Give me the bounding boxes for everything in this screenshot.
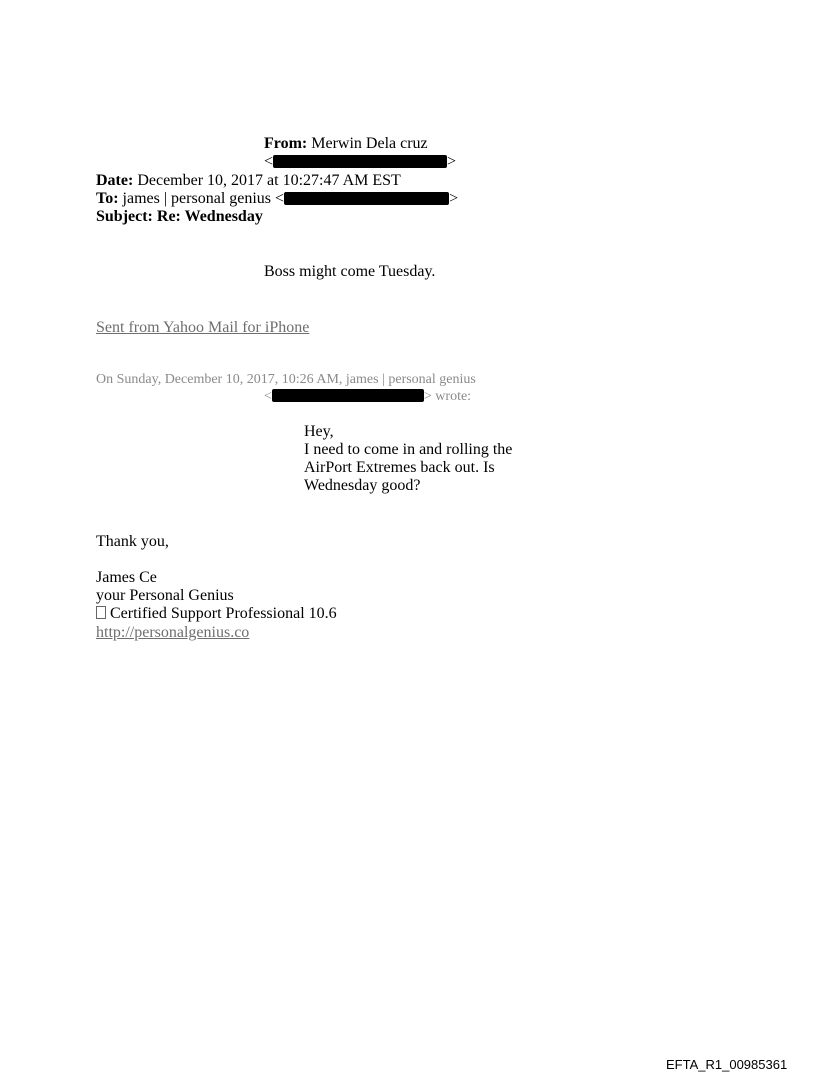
- from-email-close: >: [447, 153, 457, 170]
- quote-wrote: > wrote:: [423, 389, 472, 404]
- quote-line: Wednesday good?: [304, 477, 421, 494]
- signature-url-link[interactable]: http://personalgenius.co: [96, 624, 250, 641]
- thanks-line: Thank you,: [96, 533, 169, 550]
- date-label: Date:: [96, 172, 134, 189]
- signature-title: your Personal Genius: [96, 587, 234, 604]
- quote-intro: On Sunday, December 10, 2017, 10:26 AM, james | personal genius: [96, 372, 476, 387]
- sent-from-link[interactable]: Sent from Yahoo Mail for iPhone: [96, 319, 310, 336]
- to-label: To:: [96, 190, 119, 207]
- from-name: Merwin Dela cruz: [311, 135, 428, 152]
- to-email-close: >: [449, 190, 459, 207]
- signature-name: James Ce: [96, 569, 157, 586]
- subject-line: [96, 208, 263, 226]
- quote-line: AirPort Extremes back out. Is: [304, 459, 495, 476]
- date-value: December 10, 2017 at 10:27:47 AM EST: [137, 172, 401, 189]
- signature-cert: [96, 605, 337, 623]
- subject: Subject: Re: Wednesday: [96, 208, 263, 225]
- quote-email-open: <: [264, 389, 272, 404]
- from-label: From:: [264, 135, 308, 152]
- from-email-open: <: [264, 153, 274, 170]
- message-body: Boss might come Tuesday.: [264, 263, 436, 280]
- quote-email-line: [264, 388, 471, 406]
- document-id: EFTA_R1_00985361: [666, 1057, 788, 1072]
- quote-line: I need to come in and rolling the: [304, 441, 513, 458]
- redaction-from-email: [273, 155, 447, 168]
- from-email-line: [264, 153, 456, 171]
- cert-text: Certified Support Professional 10.6: [110, 605, 337, 622]
- to-value: james | personal genius <: [122, 190, 285, 207]
- quote-line: Hey,: [304, 423, 334, 440]
- from-line: [264, 135, 428, 153]
- to-line: [96, 190, 458, 208]
- redaction-quote-email: [272, 389, 424, 402]
- redaction-to-email: [284, 192, 449, 205]
- date-line: [96, 172, 401, 190]
- apple-logo-icon: [96, 606, 106, 619]
